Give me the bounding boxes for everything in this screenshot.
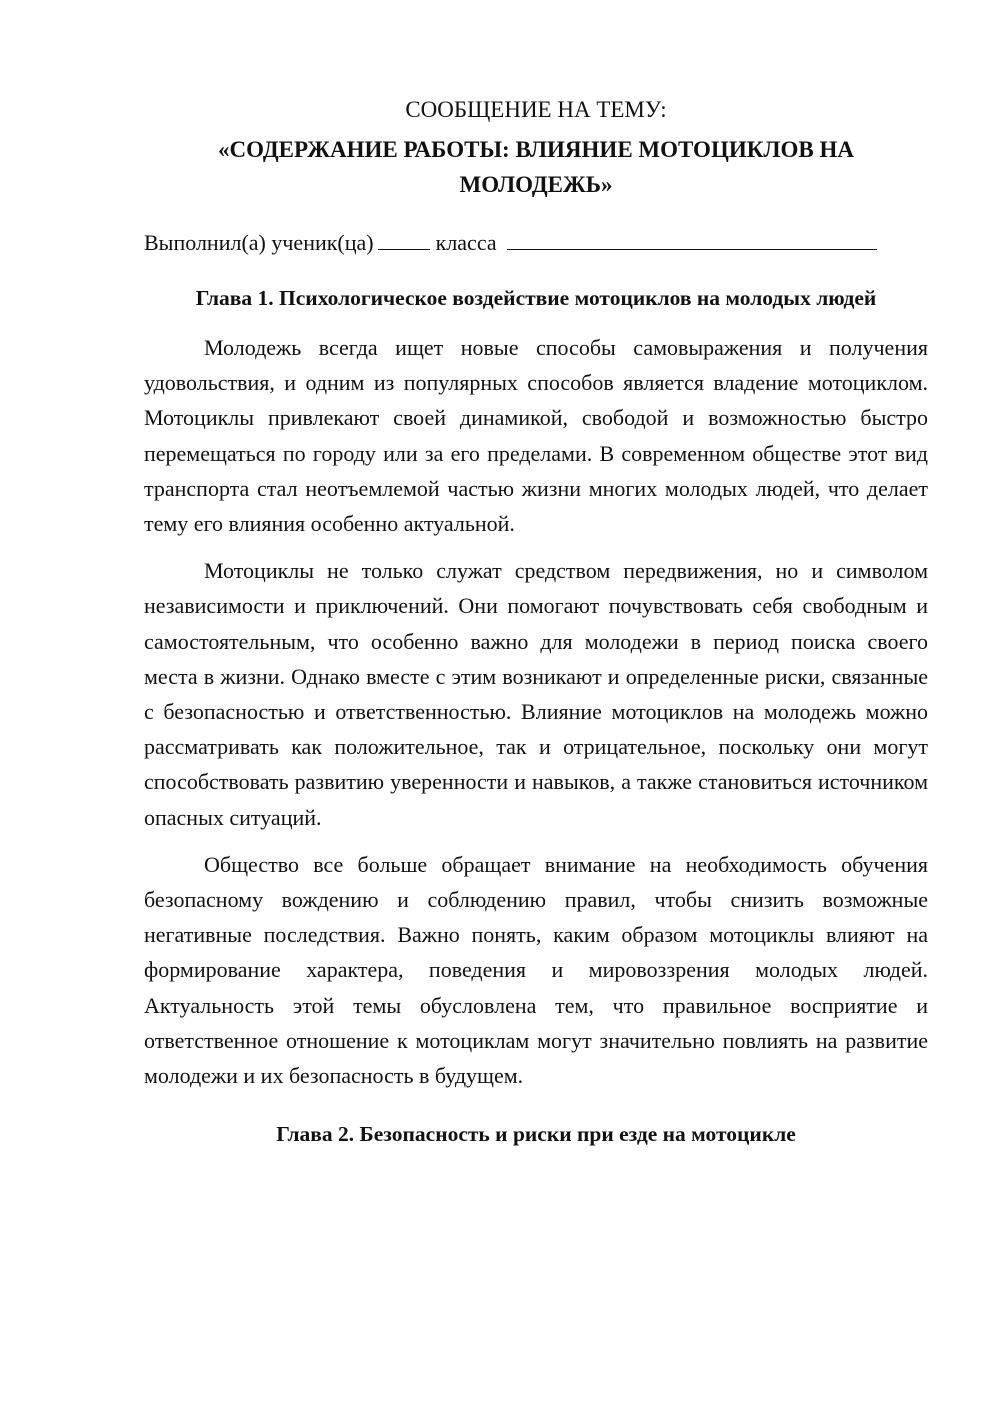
student-name-blank (507, 227, 877, 250)
author-line (144, 226, 928, 260)
chapter-1-paragraph-1: Молодежь всегда ищет новые способы самовыражения и получения удовольствия, и одним из популярных способов является владение мотоциклом. Мотоциклы привлекают своей динамикой, свободой и возможностью быстро перемещаться по городу или за его пределами. В современном обществе этот вид транспорта стал неотъемлемой частью жизни многих молодых людей, что делает тему его влияния особенно актуальной. (144, 335, 928, 537)
class-number-blank (378, 227, 430, 250)
performer-label: Выполнил(а) ученик(ца) (144, 230, 374, 255)
report-heading: СООБЩЕНИЕ НА ТЕМУ: (405, 97, 667, 122)
report-title: «СОДЕРЖАНИЕ РАБОТЫ: ВЛИЯНИЕ МОТОЦИКЛОВ НА МОЛОДЕЖЬ» (217, 137, 855, 197)
chapter-2-title: Глава 2. Безопасность и риски при езде на мотоцикле (276, 1122, 796, 1147)
chapter-1-paragraph-3: Общество все больше обращает внимание на необходимость обучения безопасному вождению и соблюдению правил, чтобы снизить возможные негативные последствия. Важно понять, каким образом мотоциклы влияют на формирование характера, поведения и мировоззрения молодых людей. Актуальность этой темы обусловлена тем, что правильное восприятие и ответственное отношение к мотоциклам могут значительно повлиять на развитие молодежи и их безопасность в будущем. (144, 851, 928, 1089)
chapter-1-title: Глава 1. Психологическое воздействие мотоциклов на молодых людей (195, 286, 877, 310)
class-label: класса (435, 230, 497, 255)
chapter-1-paragraph-2: Мотоциклы не только служат средством передвижения, но и символом независимости и приключений. Они помогают почувствовать себя свободным и самостоятельным, что особенно важно для молодежи в период поиска своего места в жизни. Однако вместе с этим возникают и определенные риски, связанные с безопасностью и ответственностью. Влияние мотоциклов на молодежь можно рассматривать как положительное, так и отрицательное, поскольку они могут способствовать развитию уверенности и навыков, а также становиться источником опасных ситуаций. (144, 558, 928, 830)
document-content (144, 92, 928, 1151)
